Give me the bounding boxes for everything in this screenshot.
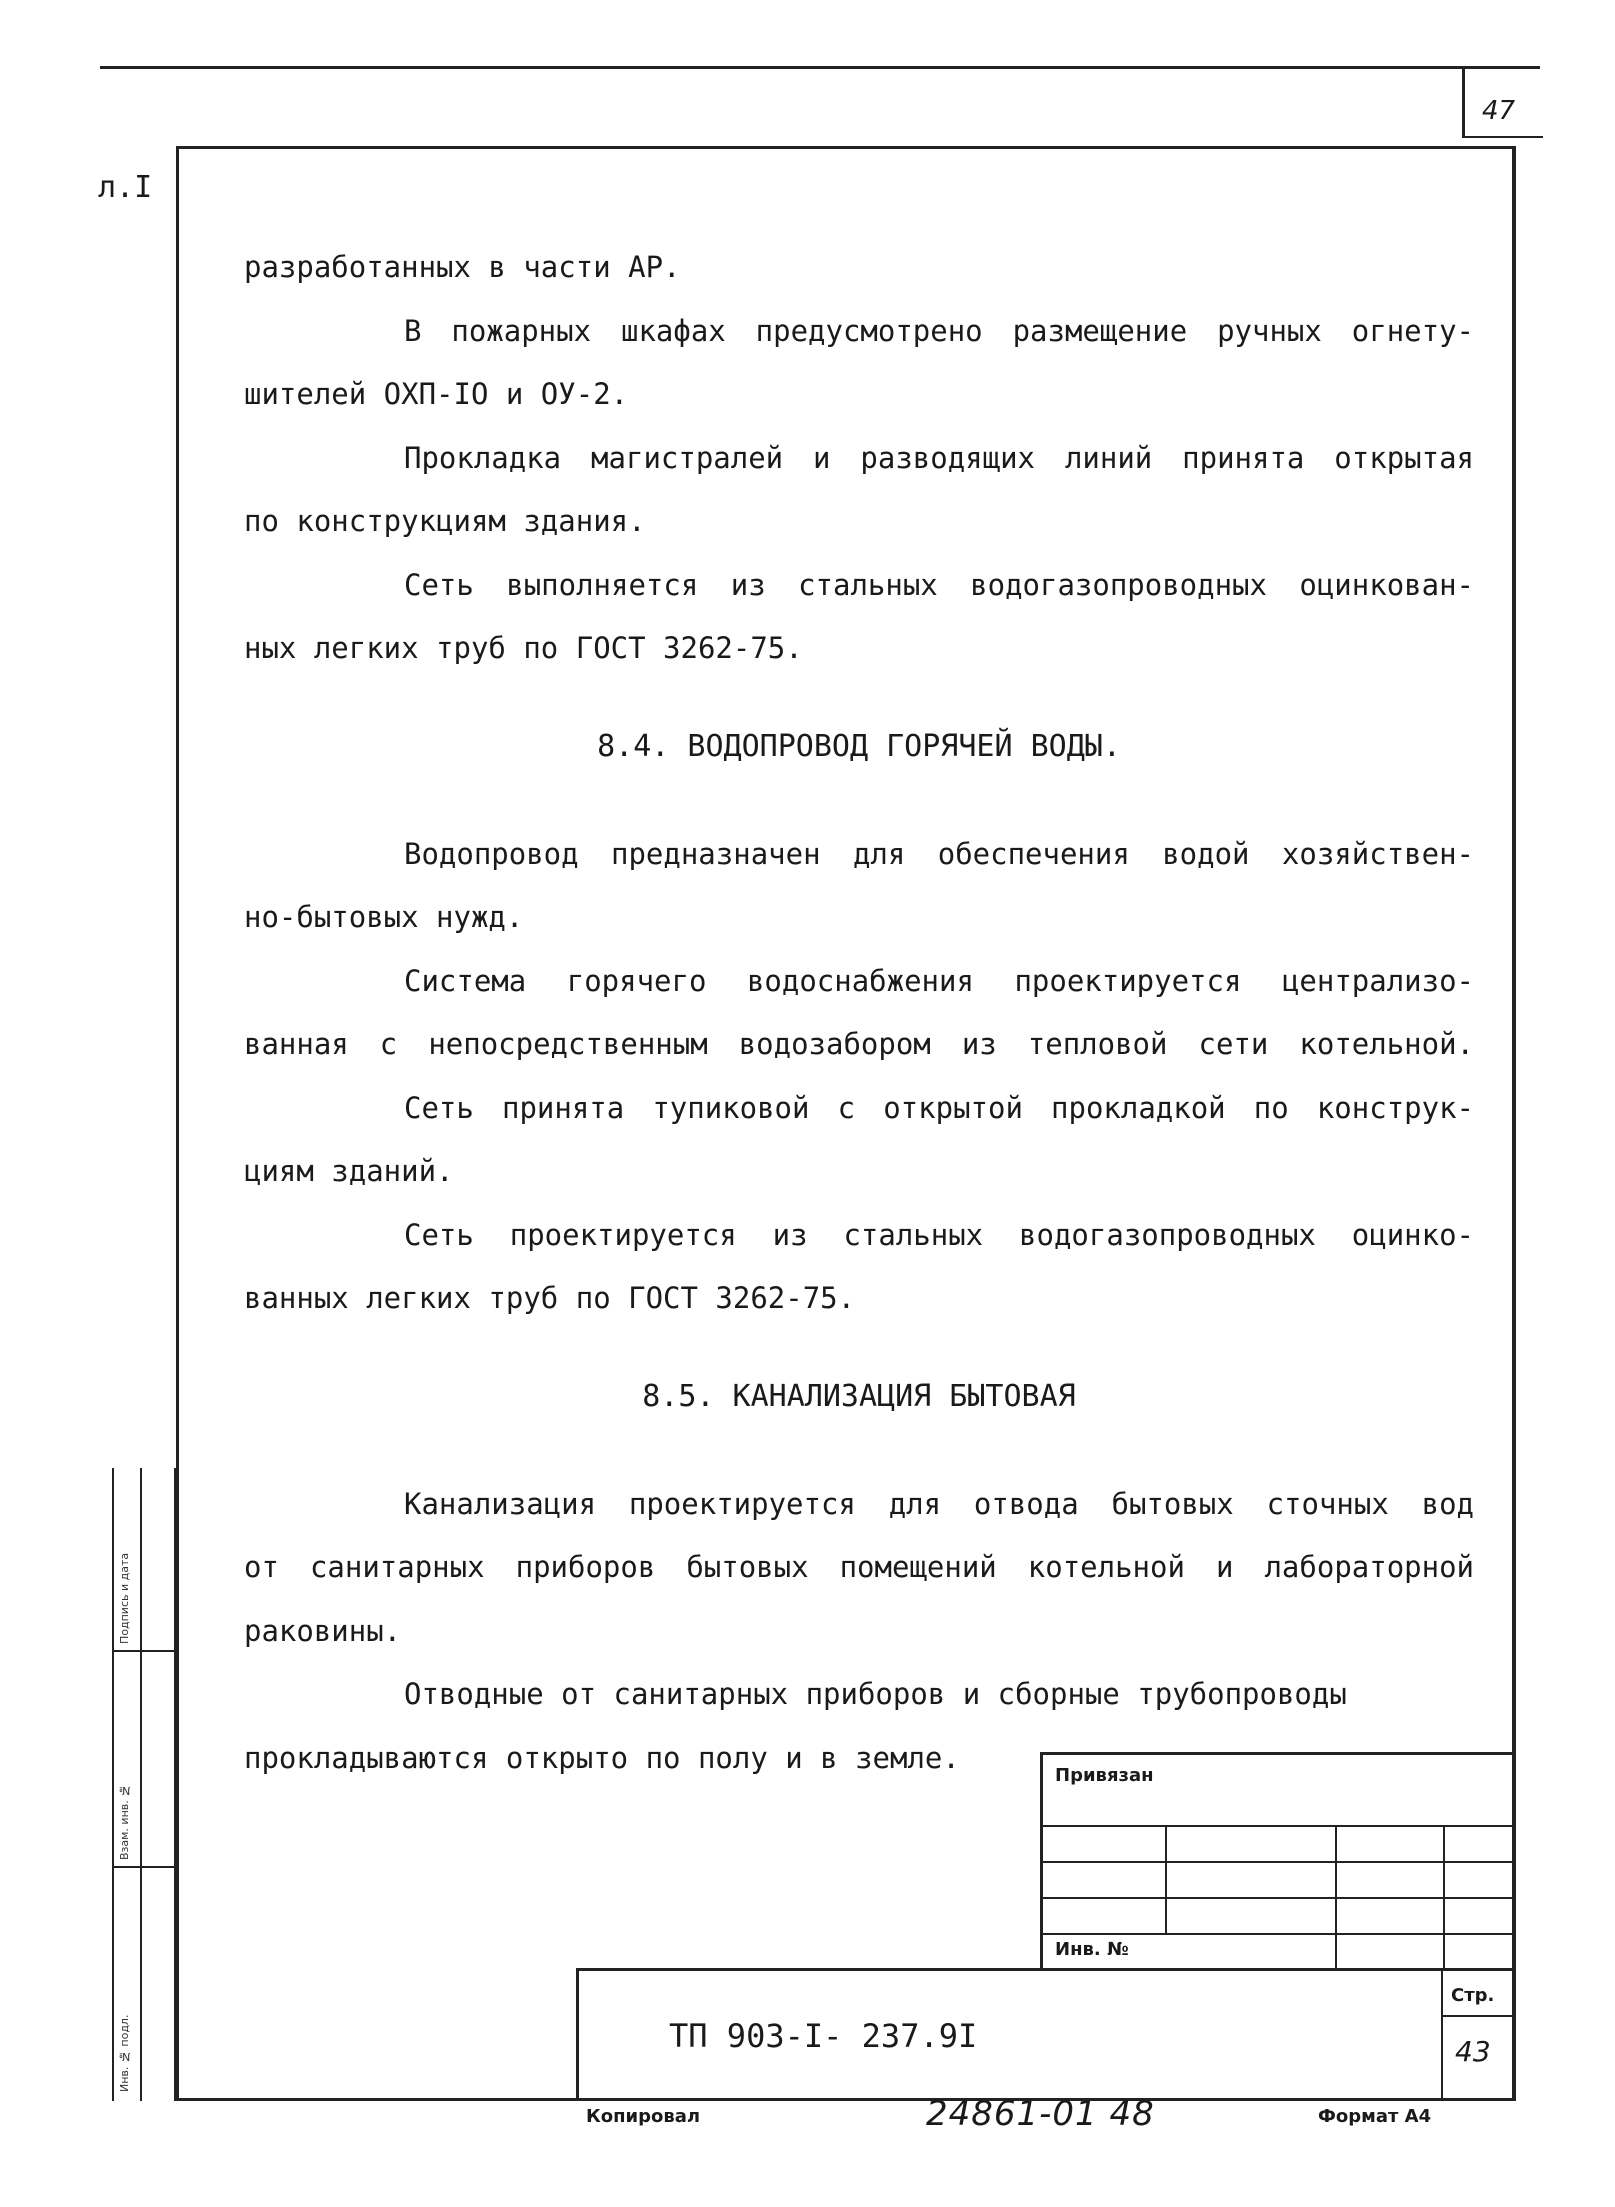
title-block-rule [1441, 1971, 1443, 2101]
text-line: Сеть принята тупиковой с открытой прокладкой по конструк- [404, 1090, 1474, 1125]
text-line: Водопровод предназначен для обеспечения водой хозяйствен- [404, 836, 1474, 871]
page-value: 43 [1455, 2035, 1491, 2068]
table-rule [1335, 1825, 1337, 1971]
inventory-label: Инв. № [1055, 1939, 1129, 1960]
text-line: ных легких труб по ГОСТ 3262-75. [244, 631, 803, 665]
text-line: Канализация проектируется для отвода бытовых сточных вод [404, 1486, 1474, 1521]
table-rule [1165, 1825, 1167, 1933]
table-rule [1043, 1897, 1516, 1899]
format-label: Формат А4 [1318, 2106, 1432, 2127]
strip-label-original-inventory: Инв. № подл. [118, 2014, 131, 2092]
text-line: Сеть выполняется из стальных водогазопроводных оцинкован- [404, 567, 1474, 602]
text-line: циям зданий. [244, 1154, 454, 1188]
document-code: ТП 903-I- 237.9I [669, 2017, 978, 2055]
strip-label-replacement: Взам. инв. № [118, 1783, 131, 1860]
title-block-rule [1441, 2015, 1516, 2017]
text-line: ванная с непосредственным водозабором из тепловой сети котельной. [244, 1027, 1474, 1061]
text-line: Отводные от санитарных приборов и сборные трубопроводы [404, 1677, 1347, 1711]
table-rule [1043, 1825, 1516, 1827]
table-rule [1443, 1825, 1445, 1971]
strip-divider [114, 1866, 176, 1868]
text-line: прокладываются открыто по полу и в земле. [244, 1740, 960, 1775]
strip-divider [114, 1650, 176, 1652]
text-line: Система горячего водоснабжения проектируется централизо- [404, 963, 1474, 998]
margin-stamp-strip [112, 1468, 176, 2101]
title-block [576, 1968, 1516, 2101]
text-line: раковины. [244, 1613, 402, 1648]
binding-table [1040, 1752, 1516, 1971]
text-line: по конструкциям здания. [244, 504, 646, 538]
text-line: Прокладка магистралей и разводящих линий принята открытая [404, 440, 1474, 475]
text-line: но-бытовых нужд. [244, 900, 524, 934]
page-label: Стр. [1451, 1985, 1495, 2006]
text-line: Сеть проектируется из стальных водогазопроводных оцинко- [404, 1217, 1474, 1252]
page-number: 47 [1482, 96, 1516, 126]
archive-number: 24861-01 48 [926, 2094, 1155, 2134]
text-line: ванных легких труб по ГОСТ 3262-75. [244, 1281, 856, 1315]
table-rule [1043, 1933, 1516, 1935]
strip-label-signature: Подпись и дата [118, 1552, 131, 1644]
top-trim-line [100, 66, 1540, 69]
strip-column-rule [140, 1468, 142, 2101]
document-body [244, 236, 1474, 1790]
sheet-label: л.I [98, 170, 153, 205]
text-line: В пожарных шкафах предусмотрено размещение ручных огнету- [404, 313, 1474, 348]
text-line: от санитарных приборов бытовых помещений котельной и лабораторной [244, 1550, 1474, 1584]
section-heading-sewerage: 8.5. КАНАЛИЗАЦИЯ БЫТОВАЯ [642, 1378, 1076, 1414]
binding-title: Привязан [1055, 1765, 1154, 1786]
text-line: разработанных в части АР. [244, 250, 681, 284]
text-line: шителей ОХП-IO и ОУ-2. [244, 377, 629, 411]
copied-by-label: Копировал [586, 2106, 701, 2127]
section-heading-hot-water: 8.4. ВОДОПРОВОД ГОРЯЧЕЙ ВОДЫ. [597, 728, 1121, 764]
table-rule [1043, 1861, 1516, 1863]
